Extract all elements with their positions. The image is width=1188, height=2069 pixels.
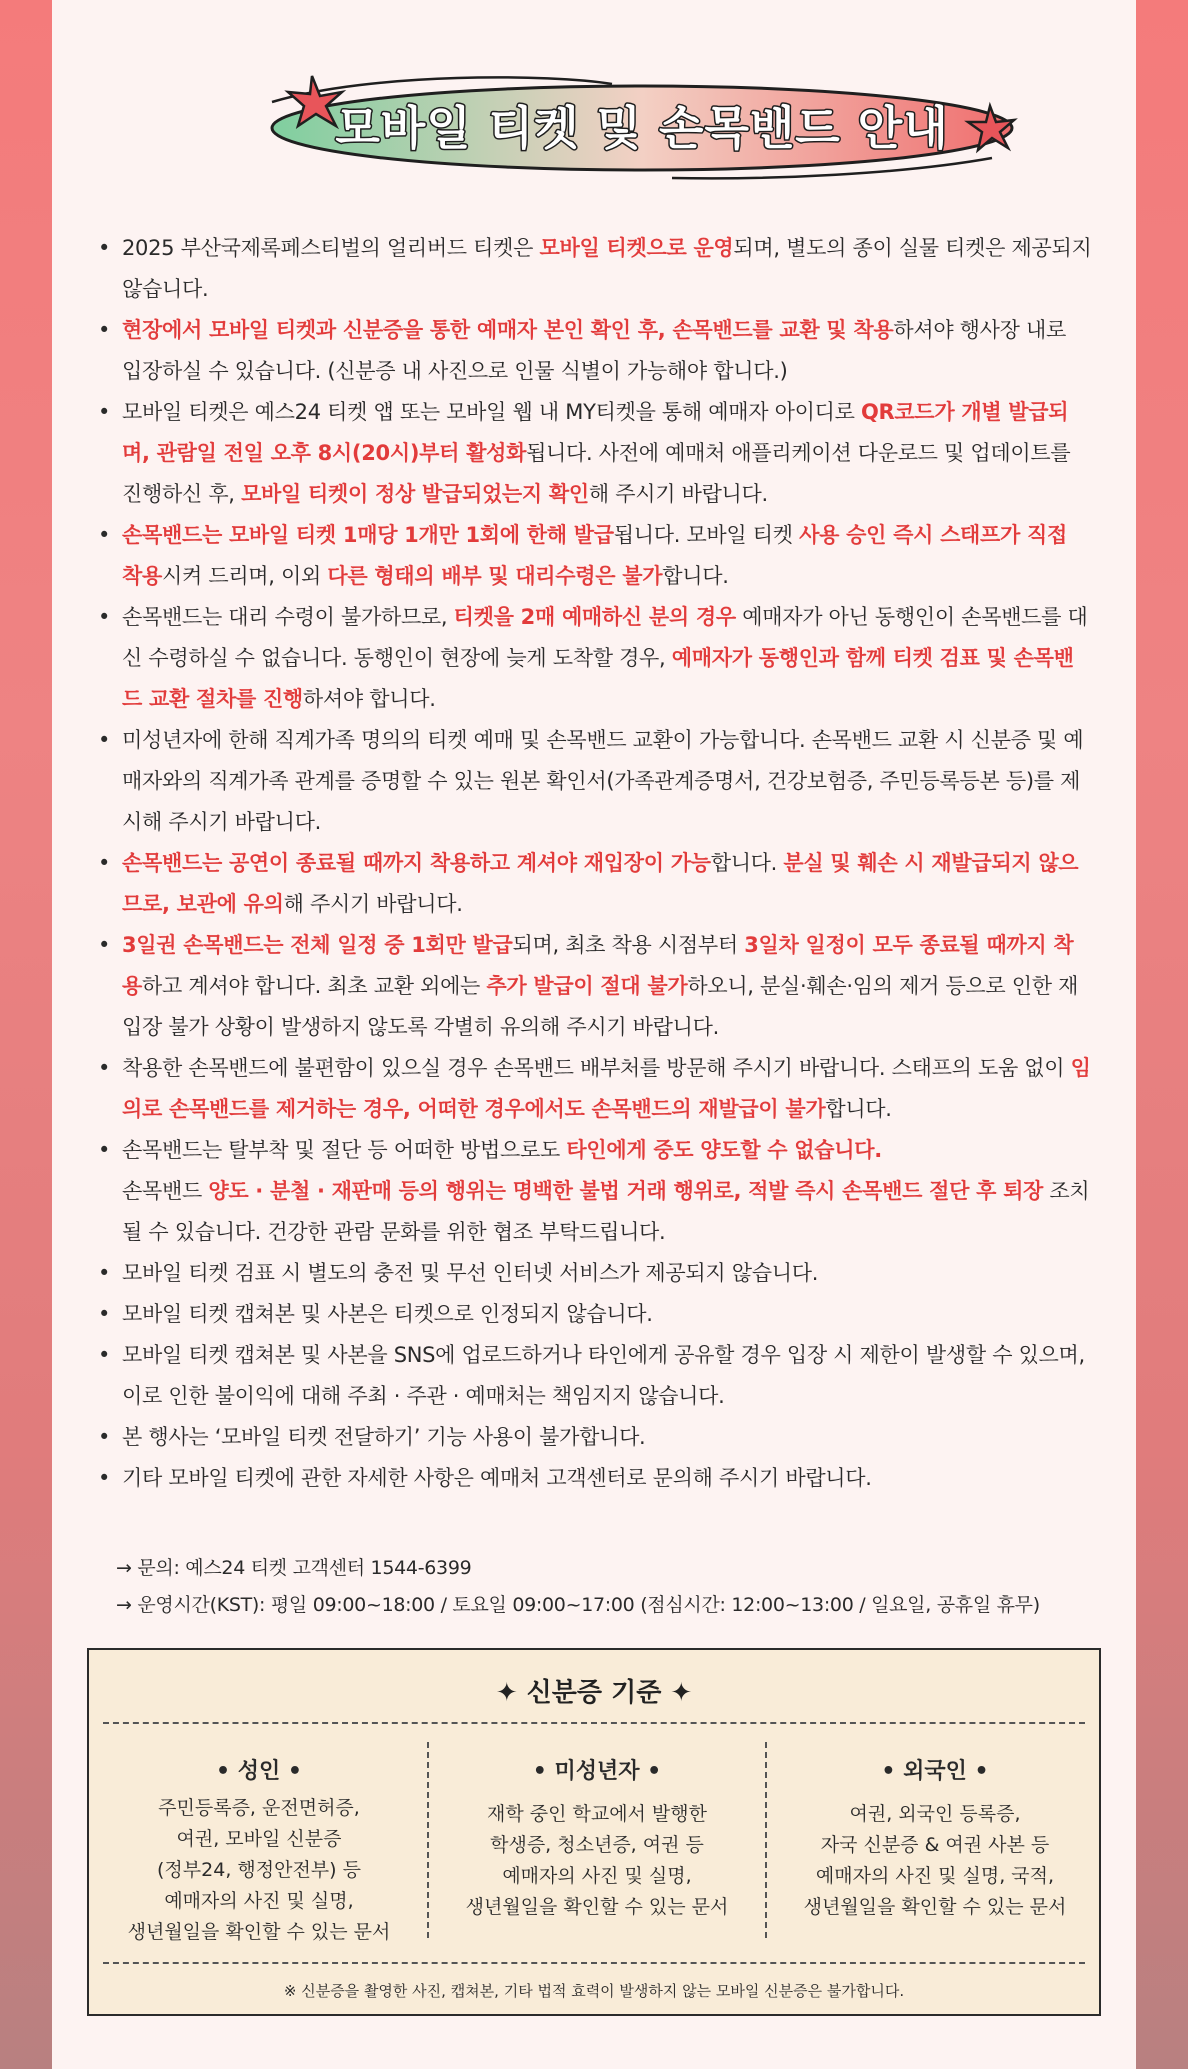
notice-text: 하오니, 분실·훼손·임의 제거 등으로 인한 재입장 불가 상황이 발생하지 않도록 각별히 유의해 주시기 바랍니다. — [122, 974, 1079, 1039]
column-line: (정부24, 행정안전부) 등 — [157, 1859, 361, 1881]
id-standard-title: ✦ 신분증 기준 ✦ — [495, 1678, 693, 1708]
notice-text: 하셔야 행사장 내로 입장하실 수 있습니다. (신분증 내 사진으로 인물 식별이 가능해야 합니다.) — [122, 318, 1066, 383]
notice-text: 예매자가 아닌 동행인이 손목밴드를 대신 수령하실 수 없습니다. 동행인이 현장에 늦게 도착할 경우, — [122, 605, 1088, 670]
notice-text: 손목밴드 — [122, 1179, 209, 1203]
column-line: 예매자의 사진 및 실명, 국적, — [815, 1865, 1055, 1887]
notice-item — [92, 228, 1092, 310]
notice-text: 미성년자에 한해 직계가족 명의의 티켓 예매 및 손목밴드 교환이 가능합니다. 손목밴드 교환 시 신분증 및 예매자와의 직계가족 관계를 증명할 수 있는 원본 확인서(가족관계증명서, 건강보험증, 주민등록등본 등)를 제시해 주시기 바랍니다. — [122, 728, 1084, 834]
notice-list — [92, 228, 1092, 1499]
notice-text: 됩니다. 사전에 예매처 애플리케이션 다운로드 및 업데이트를 진행하신 후, — [122, 441, 1071, 506]
notice-highlight: 현장에서 모바일 티켓과 신분증을 통한 예매자 본인 확인 후, 손목밴드를 교환 및 착용 — [122, 318, 894, 342]
hours-line: → 운영시간(KST): 평일 09:00~18:00 / 토요일 09:00~17:00 (점심시간: 12:00~13:00 / 일요일, 공휴일 휴무) — [116, 1594, 1040, 1616]
notice-item — [92, 1253, 1092, 1294]
notice-item — [92, 392, 1092, 515]
notice-text: 착용한 손목밴드에 불편함이 있으실 경우 손목밴드 배부처를 방문해 주시기 바랍니다. 스태프의 도움 없이 — [122, 1056, 1071, 1080]
notice-item — [92, 515, 1092, 597]
notice-highlight: 임의로 손목밴드를 제거하는 경우, 어떠한 경우에서도 손목밴드의 재발급이 불가 — [122, 1056, 1091, 1121]
column-line: 학생증, 청소년증, 여권 등 — [490, 1834, 704, 1856]
id-column-adult — [99, 1754, 419, 1948]
column-line: 재학 중인 학교에서 발행한 — [486, 1803, 707, 1825]
notice-highlight: 양도 · 분철 · 재판매 등의 행위는 명백한 불법 거래 행위로, 적발 즉시 손목밴드 절단 후 퇴장 — [208, 1179, 1044, 1203]
column-line: 자국 신분증 & 여권 사본 등 — [820, 1834, 1050, 1856]
divider — [427, 1742, 429, 1938]
notice-text: 됩니다. 모바일 티켓 — [613, 523, 800, 547]
notice-text: 시켜 드리며, 이외 — [161, 564, 328, 588]
notice-text: 합니다. — [825, 1097, 892, 1121]
column-heading: • 미성년자 • — [532, 1759, 662, 1784]
title-banner — [252, 62, 1032, 194]
notice-text: 본 행사는 ‘모바일 티켓 전달하기’ 기능 사용이 불가합니다. — [122, 1425, 646, 1449]
inquiry-line: → 문의: 예스24 티켓 고객센터 1544-6399 — [116, 1557, 472, 1579]
divider — [103, 1722, 1085, 1724]
notice-text: 손목밴드는 대리 수령이 불가하므로, — [122, 605, 454, 629]
notice-item — [92, 720, 1092, 843]
column-line: 생년월일을 확인할 수 있는 문서 — [465, 1896, 729, 1918]
notice-text: 조치될 수 있습니다. 건강한 관람 문화를 위한 협조 부탁드립니다. — [122, 1179, 1090, 1244]
column-line: 예매자의 사진 및 실명, — [502, 1865, 692, 1887]
notice-text: 합니다. — [710, 851, 784, 875]
notice-highlight: 사용 승인 즉시 스태프가 직접 착용 — [122, 523, 1068, 588]
notice-item — [92, 1458, 1092, 1499]
id-standard-box — [87, 1648, 1101, 2016]
notice-item — [92, 1130, 1092, 1253]
notice-highlight: 손목밴드는 모바일 티켓 1매당 1개만 1회에 한해 발급 — [122, 523, 614, 547]
column-line: 여권, 모바일 신분증 — [176, 1828, 342, 1850]
notice-text: 해 주시기 바랍니다. — [283, 892, 463, 916]
notice-text: 기타 모바일 티켓에 관한 자세한 사항은 예매처 고객센터로 문의해 주시기 바랍니다. — [122, 1466, 872, 1490]
id-footnote: ※ 신분증을 촬영한 사진, 캡쳐본, 기타 법적 효력이 발생하지 않는 모바일 신분증은 불가합니다. — [283, 1982, 905, 2000]
notice-highlight: 3일차 일정이 모두 종료될 때까지 착용 — [122, 933, 1074, 998]
notice-text: 합니다. — [662, 564, 729, 588]
notice-highlight: 모바일 티켓으로 운영 — [539, 236, 734, 260]
notice-highlight: 타인에게 중도 양도할 수 없습니다. — [566, 1138, 882, 1162]
column-heading: • 외국인 • — [881, 1759, 989, 1784]
notice-highlight: 추가 발급이 절대 불가 — [486, 974, 688, 998]
id-column-foreigner — [775, 1754, 1095, 1923]
column-heading: • 성인 • — [216, 1759, 302, 1784]
notice-highlight: 티켓을 2매 예매하신 분의 경우 — [453, 605, 736, 629]
column-line: 생년월일을 확인할 수 있는 문서 — [803, 1896, 1067, 1918]
notice-highlight: 3일권 손목밴드는 전체 일정 중 1회만 발급 — [122, 933, 513, 957]
notice-highlight: 분실 및 훼손 시 재발급되지 않으므로, 보관에 유의 — [122, 851, 1079, 916]
notice-text: 해 주시기 바랍니다. — [588, 482, 768, 506]
notice-text: 모바일 티켓 캡쳐본 및 사본은 티켓으로 인정되지 않습니다. — [122, 1302, 653, 1326]
column-line: 주민등록증, 운전면허증, — [158, 1797, 360, 1819]
column-line: 여권, 외국인 등록증, — [849, 1803, 1021, 1825]
divider — [103, 1962, 1085, 1964]
column-line: 예매자의 사진 및 실명, — [164, 1890, 354, 1912]
notice-text: 하셔야 합니다. — [302, 687, 436, 711]
notice-item — [92, 843, 1092, 925]
notice-text: 모바일 티켓 검표 시 별도의 충전 및 무선 인터넷 서비스가 제공되지 않습니다. — [122, 1261, 819, 1285]
notice-item — [92, 1417, 1092, 1458]
notice-text: 모바일 티켓 캡쳐본 및 사본을 SNS에 업로드하거나 타인에게 공유할 경우 입장 시 제한이 발생할 수 있으며, 이로 인한 불이익에 대해 주최 · 주관 · 예매처는 책임지지 않습니다. — [122, 1343, 1085, 1408]
notice-text: 되며, 최초 착용 시점부터 — [512, 933, 745, 957]
notice-item — [92, 925, 1092, 1048]
notice-text: 손목밴드는 탈부착 및 절단 등 어떠한 방법으로도 — [122, 1138, 567, 1162]
notice-highlight: 손목밴드는 공연이 종료될 때까지 착용하고 계셔야 재입장이 가능 — [122, 851, 711, 875]
column-line: 생년월일을 확인할 수 있는 문서 — [127, 1921, 391, 1943]
notice-item — [92, 1048, 1092, 1130]
divider — [765, 1742, 767, 1938]
notice-text: 하고 계셔야 합니다. 최초 교환 외에는 — [142, 974, 487, 998]
contact-info — [96, 1550, 1096, 1624]
id-column-minor — [437, 1754, 757, 1923]
notice-text: 2025 부산국제록페스티벌의 얼리버드 티켓은 — [122, 236, 540, 260]
notice-highlight: 다른 형태의 배부 및 대리수령은 불가 — [327, 564, 663, 588]
notice-highlight: 모바일 티켓이 정상 발급되었는지 확인 — [241, 482, 589, 506]
notice-text: 모바일 티켓은 예스24 티켓 앱 또는 모바일 웹 내 MY티켓을 통해 예매자 아이디로 — [122, 400, 861, 424]
page-title: 모바일 티켓 및 손목밴드 안내 — [335, 101, 949, 155]
notice-item — [92, 597, 1092, 720]
notice-item — [92, 1294, 1092, 1335]
notice-text: 되며, 별도의 종이 실물 티켓은 제공되지 않습니다. — [122, 236, 1092, 301]
notice-highlight: QR코드가 개별 발급되며, 관람일 전일 오후 8시(20시)부터 활성화 — [122, 400, 1069, 465]
notice-highlight: 예매자가 동행인과 함께 티켓 검표 및 손목밴드 교환 절차를 진행 — [122, 646, 1074, 711]
notice-item — [92, 1335, 1092, 1417]
notice-item — [92, 310, 1092, 392]
